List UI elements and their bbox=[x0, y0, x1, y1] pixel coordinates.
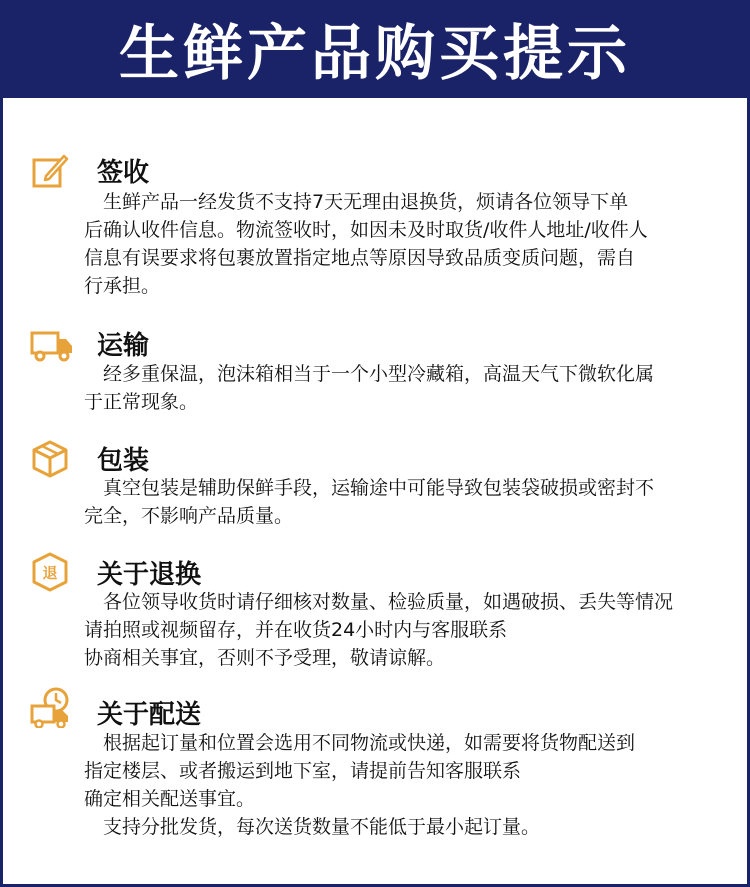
return-badge-label: 退 bbox=[42, 564, 58, 582]
body-line: 后确认收件信息。物流签收时，如因未及时取货/收件人地址/收件人 bbox=[84, 219, 648, 241]
body-line: 于正常现象。 bbox=[84, 391, 199, 413]
body-line: 支持分批发货，每次送货数量不能低于最小起订量。 bbox=[84, 816, 541, 838]
body-line: 信息有误要求将包裹放置指定地点等原因导致品质变质问题，需自 bbox=[84, 247, 636, 269]
section-body bbox=[84, 729, 724, 841]
body-line: 协商相关事宜，否则不予受理，敬请谅解。 bbox=[84, 647, 446, 669]
body-line: 真空包装是辅助保鲜手段，运输途中可能导致包装袋破损或密封不 bbox=[84, 477, 655, 499]
body-line: 请拍照或视频留存，并在收货24小时内与客服联系 bbox=[84, 619, 508, 641]
section-title: 关于配送 bbox=[97, 700, 202, 730]
edit-icon bbox=[30, 152, 70, 192]
section-body bbox=[84, 360, 724, 416]
header-banner bbox=[0, 0, 750, 98]
section-title: 包装 bbox=[97, 446, 150, 476]
section-body bbox=[84, 188, 724, 300]
body-line: 根据起订量和位置会选用不同物流或快递，如需要将货物配送到 bbox=[84, 732, 636, 754]
box-icon bbox=[30, 438, 70, 478]
page-title: 生鲜产品购买提示 bbox=[119, 19, 631, 89]
delivery-clock-icon bbox=[30, 684, 74, 728]
body-line: 行承担。 bbox=[84, 275, 161, 297]
body-line: 确定相关配送事宜。 bbox=[84, 788, 256, 810]
return-badge-icon bbox=[30, 552, 70, 592]
section-body bbox=[84, 588, 724, 672]
section-title: 运输 bbox=[97, 331, 150, 361]
section-title: 签收 bbox=[97, 158, 150, 188]
section-title: 关于退换 bbox=[97, 560, 202, 590]
body-line: 各位领导收货时请仔细核对数量、检验质量，如遇破损、丢失等情况 bbox=[84, 591, 674, 613]
body-line: 经多重保温，泡沫箱相当于一个小型冷藏箱，高温天气下微软化属 bbox=[84, 363, 655, 385]
section-body bbox=[84, 474, 724, 530]
body-line: 完全，不影响产品质量。 bbox=[84, 505, 294, 527]
body-line: 指定楼层、或者搬运到地下室，请提前告知客服联系 bbox=[84, 760, 522, 782]
body-line: 生鲜产品一经发货不支持7天无理由退换货，烦请各位领导下单 bbox=[84, 191, 629, 213]
truck-icon bbox=[30, 325, 74, 365]
